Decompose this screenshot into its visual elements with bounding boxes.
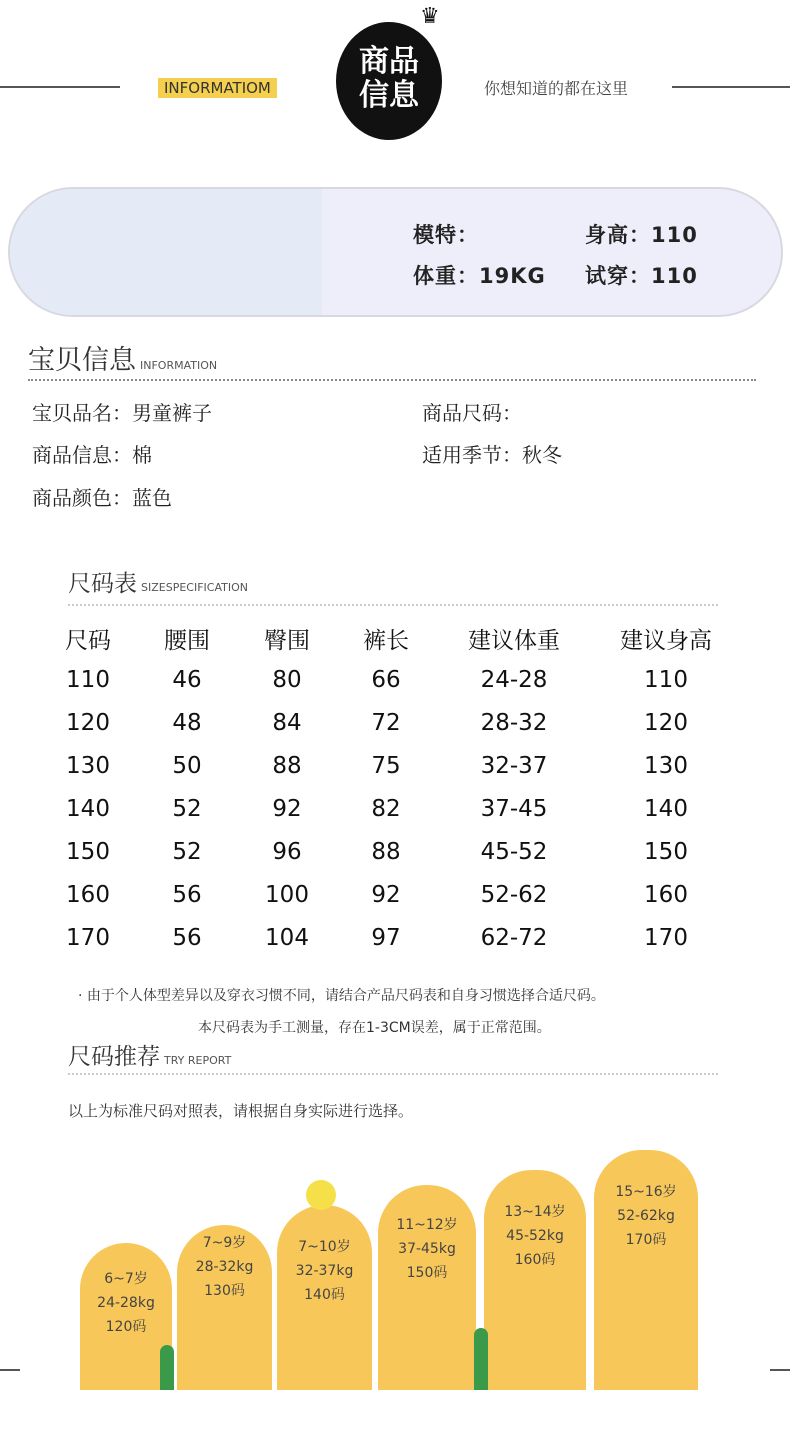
arch-text: 32-37kg — [295, 1263, 354, 1279]
table-cell: 92 — [371, 882, 401, 908]
table-cell: 140 — [66, 796, 110, 822]
table-cell: 92 — [272, 796, 302, 822]
cactus-icon — [160, 1345, 174, 1390]
info-season: 适用季节：秋冬 — [422, 443, 562, 467]
table-cell: 160 — [66, 882, 110, 908]
arch-text: 15~16岁 — [615, 1184, 677, 1200]
divider — [0, 86, 120, 88]
table-cell: 66 — [371, 667, 401, 693]
table-cell: 72 — [371, 710, 401, 736]
table-cell: 100 — [265, 882, 309, 908]
info-material: 商品信息：棉 — [32, 443, 152, 467]
table-cell: 37-45 — [480, 796, 548, 822]
arch-text: 160码 — [514, 1252, 556, 1268]
table-cell: 24-28 — [480, 667, 548, 693]
table-cell: 56 — [172, 925, 202, 951]
subtitle-text: SIZESPECIFICATION — [141, 581, 248, 594]
table-cell: 160 — [644, 882, 688, 908]
table-cell: 62-72 — [480, 925, 548, 951]
info-tag: INFORMATIOM — [158, 78, 277, 98]
arch-text: 170码 — [625, 1232, 667, 1248]
divider — [68, 1073, 718, 1075]
table-cell: 82 — [371, 796, 401, 822]
divider — [672, 86, 790, 88]
note: 本尺码表为手工测量，存在1-3CM误差，属于正常范围。 — [198, 1020, 551, 1036]
model-height: 身高：110 — [585, 223, 698, 247]
arch-text: 7~9岁 — [202, 1235, 247, 1251]
arch-text: 7~10岁 — [298, 1239, 351, 1255]
table-cell: 75 — [371, 753, 401, 779]
divider — [28, 379, 756, 381]
title-text: 尺码推荐 — [68, 1044, 160, 1070]
table-cell: 28-32 — [480, 710, 548, 736]
table-cell: 88 — [371, 839, 401, 865]
table-cell: 120 — [644, 710, 688, 736]
table-cell: 97 — [371, 925, 401, 951]
size-arch — [484, 1170, 586, 1390]
model-info-banner — [8, 187, 783, 317]
table-cell: 52 — [172, 796, 202, 822]
badge-line: 商品 — [359, 44, 419, 79]
table-cell: 80 — [272, 667, 302, 693]
table-cell: 50 — [172, 753, 202, 779]
arch-text: 130码 — [204, 1283, 245, 1299]
section-title — [28, 338, 217, 377]
table-cell: 130 — [644, 753, 688, 779]
table-cell: 32-37 — [480, 753, 548, 779]
table-cell: 110 — [644, 667, 688, 693]
table-header: 尺码 — [65, 628, 111, 654]
size-arch — [277, 1205, 372, 1390]
table-header: 臀围 — [264, 628, 310, 654]
table-cell: 110 — [66, 667, 110, 693]
section-title — [68, 565, 248, 598]
info-name: 宝贝品名：男童裤子 — [32, 401, 212, 425]
title-badge — [336, 22, 442, 140]
subtitle-text: INFORMATION — [140, 359, 218, 372]
table-cell: 52-62 — [480, 882, 548, 908]
table-cell: 120 — [66, 710, 110, 736]
table-cell: 52 — [172, 839, 202, 865]
table-cell: 84 — [272, 710, 302, 736]
table-header: 腰围 — [164, 628, 210, 654]
table-cell: 96 — [272, 839, 302, 865]
table-cell: 170 — [644, 925, 688, 951]
table-cell: 150 — [66, 839, 110, 865]
table-cell: 45-52 — [480, 839, 548, 865]
size-arch — [378, 1185, 476, 1390]
table-cell: 170 — [66, 925, 110, 951]
table-cell: 48 — [172, 710, 202, 736]
table-header: 建议身高 — [620, 628, 712, 654]
subtitle-text: TRY REPORT — [164, 1054, 232, 1067]
size-arch — [177, 1225, 272, 1390]
divider — [68, 604, 718, 606]
table-header: 裤长 — [363, 628, 409, 654]
size-arch — [80, 1243, 172, 1390]
model-label: 模特： — [413, 223, 479, 247]
divider — [770, 1369, 790, 1371]
table-cell: 46 — [172, 667, 202, 693]
crown-icon: ♛ — [420, 4, 440, 29]
badge-line: 信息 — [359, 78, 419, 113]
table-cell: 56 — [172, 882, 202, 908]
section-title — [68, 1038, 231, 1071]
model-weight: 体重：19KG — [413, 264, 546, 288]
arch-text: 150码 — [406, 1265, 448, 1281]
title-text: 尺码表 — [68, 571, 137, 597]
table-cell: 104 — [265, 925, 309, 951]
arch-text: 13~14岁 — [504, 1204, 566, 1220]
divider — [0, 1369, 20, 1371]
table-cell: 130 — [66, 753, 110, 779]
note: · 由于个人体型差异以及穿衣习惯不同，请结合产品尺码表和自身习惯选择合适尺码。 — [78, 988, 605, 1004]
table-cell: 140 — [644, 796, 688, 822]
title-text: 宝贝信息 — [28, 345, 136, 376]
arch-text: 24-28kg — [97, 1295, 155, 1311]
arch-text: 52-62kg — [617, 1208, 675, 1224]
recommend-desc: 以上为标准尺码对照表，请根据自身实际进行选择。 — [68, 1102, 414, 1120]
table-header: 建议体重 — [468, 628, 560, 654]
arch-text: 6~7岁 — [104, 1271, 148, 1287]
tagline: 你想知道的都在这里 — [484, 79, 629, 98]
size-arch — [594, 1150, 698, 1390]
model-photo-area — [10, 189, 322, 315]
arch-text: 37-45kg — [398, 1241, 456, 1257]
cactus-icon — [474, 1328, 488, 1390]
model-try-on: 试穿：110 — [585, 264, 698, 288]
arch-text: 45-52kg — [506, 1228, 564, 1244]
arch-text: 140码 — [304, 1287, 345, 1303]
table-cell: 88 — [272, 753, 302, 779]
table-cell: 150 — [644, 839, 688, 865]
arch-text: 28-32kg — [195, 1259, 254, 1275]
info-size: 商品尺码： — [422, 401, 522, 425]
arch-text: 11~12岁 — [396, 1217, 458, 1233]
info-color: 商品颜色：蓝色 — [32, 486, 172, 510]
arch-text: 120码 — [105, 1319, 147, 1335]
moon-icon — [306, 1180, 336, 1210]
